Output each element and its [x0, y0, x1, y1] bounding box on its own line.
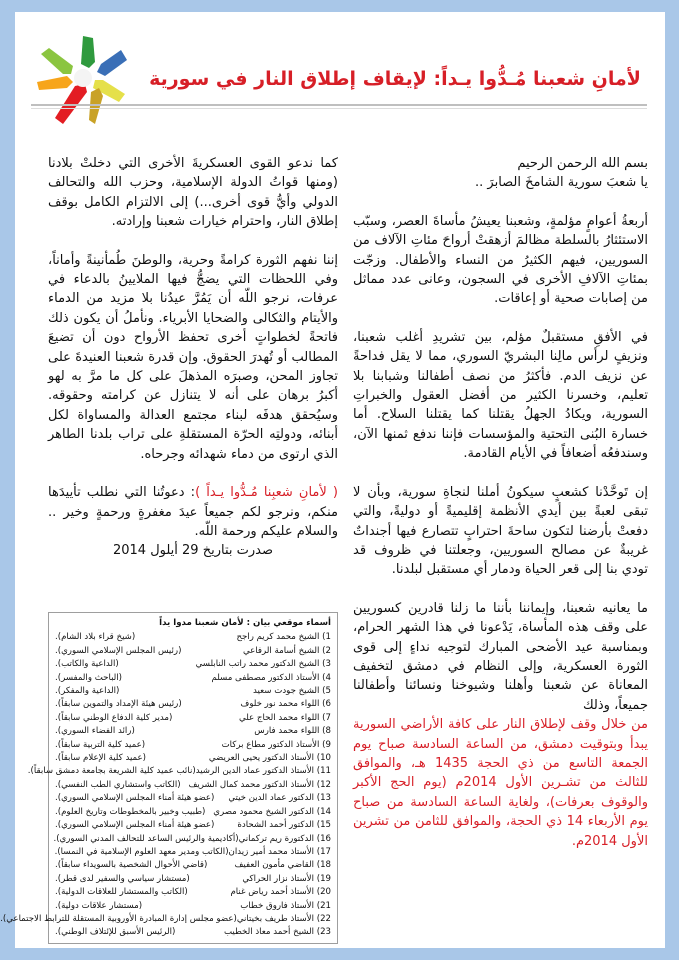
signer-name: 2) الشيخ أسامة الرفاعي — [242, 645, 331, 656]
signer-name: 23) الشيخ أحمد معاذ الخطيب — [223, 927, 331, 938]
signer-role: (مستشار علاقات دولية). — [55, 900, 143, 911]
signer-row — [55, 806, 331, 819]
signer-role: (الكاتب ومدير معهد العلوم الإسلامية في النمسا). — [54, 846, 229, 857]
signer-role: (الداعية والكاتب). — [55, 659, 119, 670]
signer-name: 3) الشيخ الدكتور محمد راتب النابلسي — [195, 659, 331, 670]
signer-role: (نائب عميد كلية الشريعة بجامعة دمشق سابقاً). — [27, 766, 196, 777]
signer-row — [55, 685, 331, 698]
ceasefire-paragraph: من خلال وقف لإطلاق النار على كافة الأراضي السورية يبدأ وبتوقيت دمشق، من الساعة السادسة صباح يوم الجمعة التاسع من ذي الحجة 1435 هـ، والموافق للثالث من تشـرين الأول 2014م (يوم الحج الأكبر والوقوف بعرفات)، ولغاية الساعة السادسة من صباح يوم الأربعاء 14 ذي الحجة، والموافق للثامن من تشرين الأول 2014م. — [353, 717, 648, 849]
signer-name: 10) الأستاذ الدكتور يحيى العريضي — [208, 753, 331, 764]
signer-row — [55, 900, 331, 913]
signer-name: 18) القاضي مأمون العفيف — [234, 860, 331, 871]
signer-row — [55, 792, 331, 805]
signer-row — [55, 712, 331, 725]
signer-row — [55, 698, 331, 711]
signer-row — [55, 752, 331, 765]
signer-name: 4) الأستاذ الدكتور مصطفى مسلم — [211, 672, 331, 683]
signer-role: (رئيس المجلس الإسلامي السوري). — [55, 645, 182, 656]
signer-name: 22) الأستاذ طريف بخيتاني — [236, 913, 331, 924]
signer-role: (الكاتب والمستشار للعلاقات الدولية). — [55, 887, 188, 898]
signer-role: (الداعية والمفكر). — [55, 686, 120, 697]
signer-role: (عضو هيئة أمناء المجلس الإسلامي السوري). — [55, 820, 215, 831]
title-divider — [31, 104, 647, 106]
page-title: لأمانِ شعبنا مُـدُّوا يـداً: لإيقاف إطلاق النار في سورية — [149, 68, 641, 90]
signer-role: (عضو هيئة أمناء المجلس الإسلامي السوري). — [55, 793, 215, 804]
closing-text: : دعوتُنا التي نطلب تأييدَها منكم، ونرجو لكم جميعاً عيدَ مغفرةٍ ورحمةٍ وخير .. والسلام عليكم ورحمة اللّه. — [48, 485, 338, 539]
signer-role: (مستشار سياسي والسفير لدى قطر). — [55, 873, 190, 884]
signer-row — [55, 779, 331, 792]
signer-role: (طبيب وخبير بالمخطوطات وتاريخ العلوم). — [55, 806, 206, 817]
basmala: بسم الله الرحمن الرحيم — [517, 156, 648, 171]
signer-row — [55, 873, 331, 886]
signer-row — [55, 672, 331, 685]
signer-role: (قاضي الأحوال الشخصية بالسويداء سابقاً). — [55, 860, 208, 871]
signer-name: 17) الأستاذ محمد أمير زيدان — [228, 846, 331, 857]
signer-role: (عميد كلية التربية سابقاً). — [55, 739, 146, 750]
signer-row — [55, 819, 331, 832]
signer-row — [55, 725, 331, 738]
signer-name: 1) الشيخ محمد كريم راجح — [236, 632, 331, 643]
title-divider-thin — [31, 108, 647, 109]
signer-row — [0, 913, 331, 926]
signer-role: (الكاتب واستشاري الطب النفسي). — [55, 779, 181, 790]
right-column — [353, 154, 648, 870]
signer-row — [55, 859, 331, 872]
signer-role: (رائد الفضاء السوري). — [55, 726, 135, 737]
paragraph: ما يعانيه شعبنا، وإيماننا بأننا ما زلنا قادرين كسوريين على وقف هذه المأساة، يَدْعونا في هذا الشهر الحرام، وبمناسبة عيد الأضحى المبارك لتوجيه نداءٍ إلى قوى الثورة العسكرية، وإلى النظام في دمشق لتخفيف المعاناة عن شعبنا وأهلنا وشيوخنا ونسائنا وأطفالنا جميعاً، وذلك — [353, 600, 648, 713]
signer-name: 20) الأستاذ أحمد رياض غنام — [230, 887, 331, 898]
signer-role: (شيخ قراء بلاد الشام). — [55, 632, 136, 643]
signer-role: (عضو مجلس إدارة المبادرة الأوروبية المستقلة للترابط الاجتماعي). — [0, 913, 237, 924]
signer-row — [55, 645, 331, 658]
signer-row — [55, 846, 331, 859]
signer-row — [27, 765, 331, 778]
signer-row — [55, 926, 331, 939]
paragraph: إننا نفهم الثورة كرامةً وحرية، والوطنَ طُمأنينةً وأماناً، وفي اللحظات التي يضجُّ فيها الملايينُ بالدعاء في عرفات، نرجو اللّه أن يَمُرَّ عيدُنا بلا مزيد من الدماء والأيتام والثكالى والضحايا الأبرياء. ونأملُ أن يكون ذلك فاتحةً لخطواتٍ أخرى تحفظ الأرواح دون أن تضيعَ المطالب أو تُهدرَ الحقوق. وإن قدرة شعبنا العنيدةَ على تجاوز المحن، وصبرَه المذهلَ على كل ما مرَّ به لهو أكبرُ برهان على أنه لا يتنازل عن كرامته وحقوقه. وسيُحقق هدفَه لبناء مجتمع العدالة والمساواة لكل أبنائه، ودولتِه الحرّة المستقلةِ على تراب بلدنا الطاهر الذي ارتوى من دماء شهدائه وجرحاه. — [48, 252, 338, 462]
signer-row — [55, 739, 331, 752]
signer-row — [55, 886, 331, 899]
left-column — [48, 154, 338, 561]
document-page — [0, 12, 665, 948]
signer-name: 5) الشيخ جودت سعيد — [253, 686, 331, 697]
paragraph: أربعةُ أعوامٍ مؤلمةٍ، وشعبنا يعيشُ مأساةَ العصر، وسبّب الاستئثارُ بالسلطة مظالمَ أزهقتْ أرواحَ مئاتِ الآلاف من السوريين، فيهم الكثيرُ من النساء والأطفال. وزجّت بمئاتِ الآلافِ الأخرى في السجون، وعانى عدد مماثل من إصابات صحية أو إعاقات. — [353, 213, 648, 307]
signer-name: 21) الأستاذ فاروق خطاب — [240, 900, 331, 911]
paragraph: في الأفقِ مستقبلٌ مؤلم، بين تشريدِ أغلب شعبنا، ونزيفٍ لرأس مالِنا البشريّ السوري، مما لا يقل فداحةً عن نزيف الدم. فأكثرُ من نصف أطفالنا وشبابنا بلا تعليم، وخسرنا الكثير من أفضل العقول والخبراتِ السورية، ويكادُ الجهلُ يقتلنا كما يقتلنا السلاح. أما خسارة البُنى التحتية والمؤسسات فإننا ندفع ثمنها الآن، وسندفعُه أضعافاً في الأيام القادمة. — [353, 329, 648, 462]
signer-name: 7) اللواء محمد الحاج علي — [239, 712, 331, 723]
signer-role: (رئيس هيئة الإمداد والتموين سابقاً). — [55, 699, 182, 710]
closing-paragraph — [48, 483, 338, 541]
issue-date: صدرت بتاريخ 29 أيلول 2014 — [112, 543, 274, 559]
signer-name: 15) الدكتور أحمد الشحادة — [237, 820, 331, 831]
signer-name: 6) اللواء محمد نور خلوف — [240, 699, 331, 710]
signer-name: 12) الأستاذ الدكتور محمد كمال الشريف — [188, 779, 331, 790]
signers-title: أسماء موقعي بيان : لأمان شعبنا مدوا يداً — [159, 618, 331, 628]
signer-row — [55, 658, 331, 671]
call-highlight: ( لأمانِ شعبِنا مُـدُّوا يـداً ) — [195, 485, 338, 501]
signer-row — [55, 631, 331, 644]
signer-name: 14) الدكتور الشيخ محمود مصري — [213, 806, 331, 817]
signer-row — [55, 833, 331, 846]
signer-name: 13) الدكتور عماد الدين خيتي — [228, 793, 331, 804]
signer-name: 19) الأستاذ نزار الحراكي — [242, 873, 331, 884]
signer-role: (مدير كلية الدفاع الوطني سابقاً). — [55, 712, 173, 723]
signer-name: 9) الأستاذ الدكتور مطاع بركات — [221, 739, 331, 750]
signer-name: 16) الدكتورة ريم تركماني — [238, 833, 331, 844]
signer-role: (عميد كلية الإعلام سابقاً). — [55, 753, 147, 764]
signer-name: 11) الأستاذ الدكتور عماد الدين الرشيد — [195, 766, 331, 777]
signer-role: (أكاديمية والرئيس الساعد للتحالف المدني السوري). — [53, 833, 239, 844]
signer-role: (الرئيس الأسبق للإئتلاف الوطني). — [55, 927, 176, 938]
salutation: يا شعبَ سورية الشامخَ الصابرَ .. — [475, 175, 648, 191]
paragraph: كما ندعو القوى العسكريةَ الأخرى التي دخلتْ بلادنا (ومنها قواتُ الدولة الإسلامية، وحزب الله والتحالف الدولي وأيُّ قوى أخرى...) إلى الالتزام الكامل بوقف إطلاق النار، واحترام خيارات شعبنا وإرادته. — [48, 156, 338, 230]
signers-list — [0, 631, 331, 939]
signer-name: 8) اللواء محمد فارس — [254, 726, 331, 737]
hands-logo-icon — [33, 28, 133, 128]
signer-role: (الباحث والمفسر). — [55, 672, 123, 683]
paragraph: إن تَوحَّدْنا كشعبٍ سيكونُ أملنا لنجاةِ سورية، وبأن لا تبقى لعبةً بين أيدي الأنظمة إقليميةً أو دوليةً، والتي دفعتْ بأرضنا لتكون ساحةَ احترابٍ تتصارع فيها أجنداتٌ غريبةٌ عن مصالح السوريين، وجعلتنا في ظروف قد تودي بنا إلى قعر الحياة ودمار أي مستقبل لبلدنا. — [353, 484, 648, 578]
signers-box — [0, 612, 338, 944]
